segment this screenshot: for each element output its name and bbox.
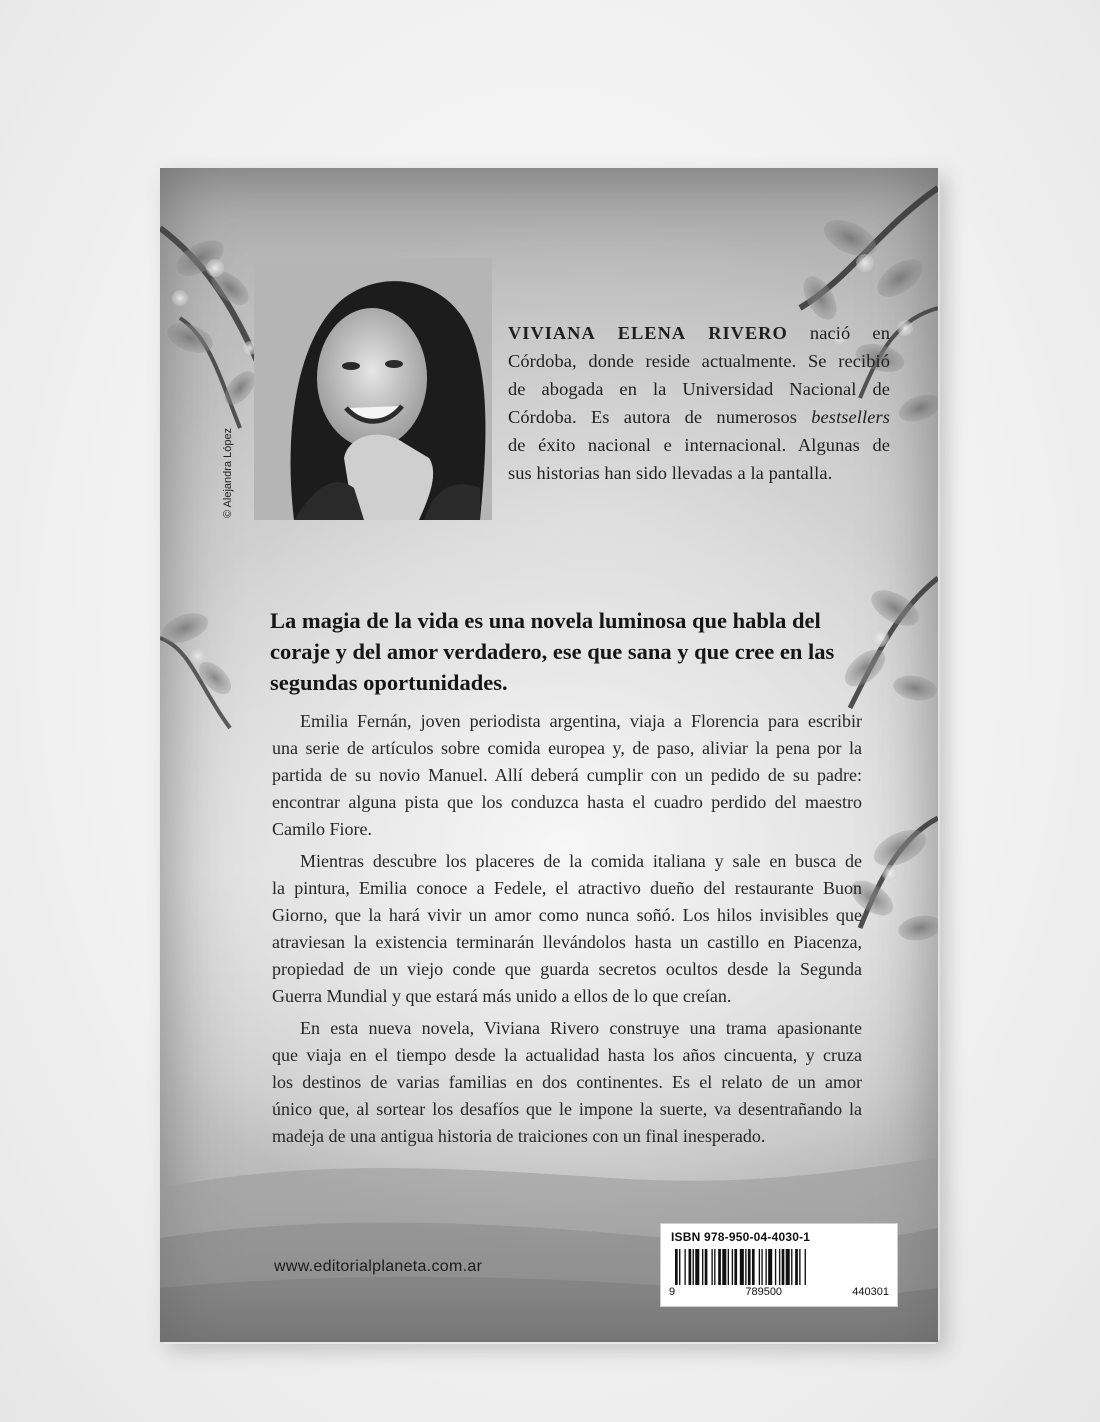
tagline [270, 605, 860, 698]
barcode-bar [745, 1249, 746, 1285]
synopsis-line: que viaja en el tiempo desde la actualidad hasta los años cincuenta, y cruza [272, 1045, 862, 1065]
bio-line: de éxito nacional e internacional. Algunas de [508, 435, 890, 455]
barcode-bar [782, 1249, 785, 1285]
synopsis-line: único que, al sortear los desafíos que le impone la suerte, va desentrañando la [272, 1099, 862, 1119]
synopsis-line: propiedad de un viejo conde que guarda secretos ocultos desde la Segunda [272, 959, 862, 979]
synopsis-line: Mientras descubre los placeres de la comida italiana y sale en busca de [300, 851, 862, 871]
barcode-bar [679, 1249, 680, 1285]
barcode-icon [671, 1249, 887, 1285]
synopsis-line: la pintura, Emilia conoce a Fedele, el atractivo dueño del restaurante Buon [272, 878, 862, 898]
tagline-line: segundas oportunidades. [270, 670, 508, 695]
barcode-bar [728, 1249, 729, 1285]
barcode-bar [693, 1249, 694, 1285]
barcode-bar [675, 1249, 678, 1285]
barcode-bar [786, 1249, 790, 1285]
barcode-bar [711, 1249, 712, 1285]
bio-line: VIVIANA ELENA RIVERO nació en [508, 323, 890, 343]
barcode-bar [740, 1249, 744, 1285]
synopsis-line: los destinos de varias familias en dos continentes. Es el relato de un amor [272, 1072, 862, 1092]
barcode-bar [722, 1249, 726, 1285]
synopsis-line: partida de su novio Manuel. Allí deberá cumplir con un pedido de su padre: [272, 765, 862, 785]
barcode-digit-group: 789500 [745, 1286, 783, 1298]
barcode-bar [748, 1249, 751, 1285]
synopsis [272, 708, 862, 1150]
barcode-bar [684, 1249, 685, 1285]
barcode-bar [779, 1249, 780, 1285]
author-name: VIVIANA ELENA RIVERO [508, 323, 788, 343]
barcode-label [660, 1223, 898, 1307]
synopsis-line: Camilo Fiore. [272, 819, 372, 839]
barcode-bar [734, 1249, 737, 1285]
tagline-line: La magia de la vida es una novela luminosa que habla del [270, 608, 821, 633]
barcode-bar [791, 1249, 792, 1285]
bio-line: de abogada en la Universidad Nacional de [508, 379, 890, 399]
branch-top-left [160, 228, 261, 428]
book-back-cover [160, 168, 938, 1342]
bio-emphasis: bestsellers [811, 407, 890, 427]
barcode-bar [714, 1249, 715, 1285]
synopsis-line: Guerra Mundial y que estará más unido a ellos de lo que creían. [272, 986, 732, 1006]
synopsis-line: atraviesan la existencia terminarán llevándolos hasta un castillo en Piacenza, [272, 932, 862, 952]
author-bio [508, 319, 890, 487]
synopsis-line: una serie de artículos sobre comida europea y, de paso, aliviar la pena por la [272, 738, 862, 758]
barcode-digit-group: 9 [669, 1286, 676, 1298]
photo-credit: © Alejandra López [222, 427, 234, 518]
bio-line: sus historias han sido llevadas a la pantalla. [508, 463, 833, 483]
branch-left-middle [160, 608, 237, 728]
barcode-bar [768, 1249, 772, 1285]
synopsis-line: madeja de una antigua historia de traiciones con un final inesperado. [272, 1126, 766, 1146]
tagline-line: coraje y del amor verdadero, ese que sana y que cree en las [270, 639, 835, 664]
author-portrait-icon [254, 258, 492, 520]
barcode-digits [669, 1286, 889, 1298]
bio-line: Córdoba, donde reside actualmente. Se recibió [508, 351, 890, 371]
barcode-bar [795, 1249, 798, 1285]
barcode-bar [765, 1249, 766, 1285]
isbn-text: ISBN 978-950-04-4030-1 [671, 1230, 811, 1244]
barcode-bar [702, 1249, 703, 1285]
barcode-bar [752, 1249, 755, 1285]
barcode-bar [718, 1249, 721, 1285]
synopsis-line: En esta nueva novela, Viviana Rivero construye una trama apasionante [300, 1018, 862, 1038]
author-photo [254, 258, 492, 520]
bio-line: Córdoba. Es autora de numerosos bestsellers [508, 407, 890, 427]
barcode-bar [761, 1249, 762, 1285]
publisher-website: www.editorialplaneta.com.ar [274, 1258, 483, 1275]
barcode-digit-group: 440301 [852, 1286, 889, 1298]
barcode-bar [689, 1249, 692, 1285]
synopsis-line: encontrar alguna pista que los conduzca hasta el cuadro perdido del maestro [272, 792, 862, 812]
barcode-bar [775, 1249, 776, 1285]
barcode-bar [759, 1249, 760, 1285]
synopsis-line: Emilia Fernán, joven periodista argentina, viaja a Florencia para escribir [300, 711, 862, 731]
barcode-bar [732, 1249, 733, 1285]
synopsis-line: Giorno, que la hará vivir un amor como nunca soñó. Los hilos invisibles que [272, 905, 862, 925]
barcode-bar [705, 1249, 708, 1285]
barcode-bar [799, 1249, 800, 1285]
barcode-bar [805, 1249, 806, 1285]
barcode-bar [695, 1249, 699, 1285]
